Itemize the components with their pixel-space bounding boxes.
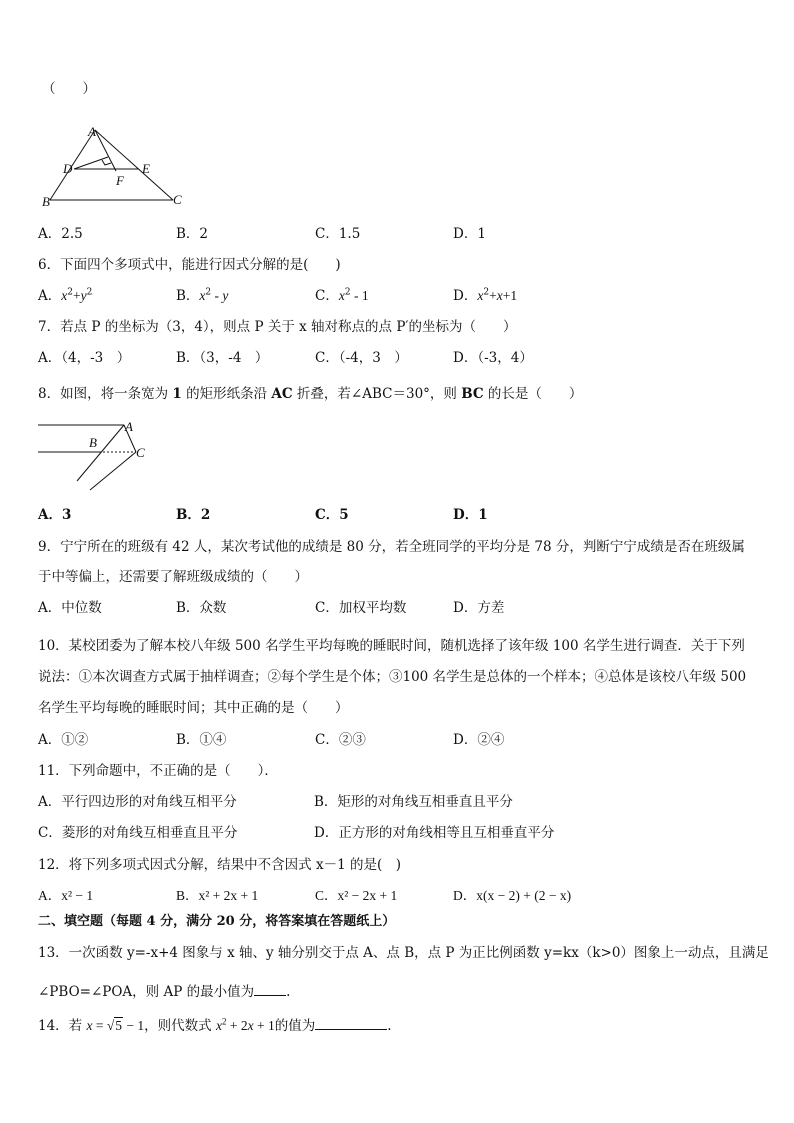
q6-option-c: C．$x^2 - 1$ (315, 287, 369, 304)
q11-stem: 11．下列命题中，不正确的是（ ）． (38, 763, 278, 779)
q13-line2: ∠PBO=∠POA，则 AP 的最小值为 . (38, 984, 291, 1000)
q10-option-d: D．②④ (453, 732, 505, 748)
q5-triangle-figure (38, 120, 188, 212)
q5-option-b: B．2 (176, 226, 209, 242)
q10-line2: 说法：①本次调查方式属于抽样调查；②每个学生是个体；③100 名学生是总体的一个样本；④总体是该校八年级 500 (38, 669, 747, 685)
q5-option-a: A．2.5 (38, 226, 83, 242)
q9-option-c: C．加权平均数 (315, 600, 407, 616)
q10-option-b: B．①④ (176, 732, 227, 748)
q14-stem: 14．若 x = √5 − 1，则代数式 $x^2 + 2x + 1$的值为 . (38, 1016, 392, 1034)
q8-label-c: C (136, 445, 145, 460)
q9-option-a: A．中位数 (38, 600, 102, 616)
q7-option-b: B．（3，-4 ） (176, 350, 269, 366)
q13-line1: 13．一次函数 y=-x+4 图象与 x 轴、y 轴分别交于点 A、点 B，点 P 为正比例函数 y=kx（k>0）图象上一动点，且满足 (38, 945, 769, 961)
q10-line3: 名学生平均每晚的睡眠时间；其中正确的是（ ） (38, 700, 349, 716)
q6-stem: 6．下面四个多项式中，能进行因式分解的是( ) (38, 257, 341, 273)
q5-answer-paren: （ ） (42, 81, 96, 97)
q5-option-c: C．1.5 (315, 226, 361, 242)
q9-option-d: D．方差 (453, 600, 505, 616)
q11-option-b: B．矩形的对角线互相垂直且平分 (314, 794, 513, 810)
q9-option-b: B．众数 (176, 600, 227, 616)
q6-option-b: B．$x^2$ - y (176, 287, 229, 304)
q11-option-d: D．正方形的对角线相等且互相垂直平分 (314, 825, 555, 841)
q7-stem: 7．若点 P 的坐标为（3，4），则点 P 关于 x 轴对称点的点 P′的坐标为（ ） (38, 319, 517, 335)
q7-option-d: D．（-3，4） (453, 350, 533, 366)
q9-line2: 于中等偏上，还需要了解班级成绩的（ ） (38, 569, 308, 585)
q8-label-b: B (89, 435, 97, 450)
q11-option-c: C．菱形的对角线互相垂直且平分 (38, 825, 238, 841)
q6-option-d: D．$x^2+x+1$ (453, 287, 518, 304)
q5-label-a: A (88, 124, 96, 139)
q8-option-b: B．2 (176, 507, 211, 523)
q5-option-d: D．1 (453, 226, 486, 242)
q7-option-c: C．（-4，3 ） (315, 350, 408, 366)
q12-option-d: D．x(x − 2) + (2 − x) (453, 888, 572, 903)
q5-label-d: D (63, 161, 73, 176)
q12-option-a: A．x² − 1 (38, 888, 94, 903)
q5-label-b: B (42, 194, 50, 209)
section-title-fill-in: 二、填空题（每题 4 分，满分 20 分，将答案填在答题纸上） (38, 914, 396, 929)
q10-option-c: C．②③ (315, 732, 366, 748)
q5-label-f: F (116, 173, 124, 188)
q8-option-a: A．3 (38, 507, 72, 523)
q12-option-c: C．x² − 2x + 1 (315, 888, 398, 903)
q6-option-a: A．$x^2+y^2$ (38, 287, 93, 304)
q12-stem: 12．将下列多项式因式分解，结果中不含因式 x－1 的是( ) (38, 857, 401, 873)
q8-option-d: D．1 (453, 507, 488, 523)
q12-option-b: B．x² + 2x + 1 (176, 888, 259, 903)
q10-option-a: A．①② (38, 732, 89, 748)
q7-option-a: A．（4，-3 ） (38, 350, 131, 366)
q13-answer-blank[interactable] (254, 982, 286, 996)
q11-option-a: A．平行四边形的对角线互相平分 (38, 794, 237, 810)
q8-stem: 8．如图，将一条宽为 1 的矩形纸条沿 AC 折叠，若∠ABC＝30°，则 BC 的长是（ ） (38, 386, 583, 402)
q5-label-c: C (173, 192, 182, 207)
q8-label-a: A (125, 419, 133, 434)
q14-answer-blank[interactable] (315, 1016, 387, 1030)
q9-line1: 9．宁宁所在的班级有 42 人，某次考试他的成绩是 80 分，若全班同学的平均分是 78 分，判断宁宁成绩是否在班级属 (38, 539, 745, 555)
q5-label-e: E (142, 161, 150, 176)
q8-option-c: C．5 (315, 507, 349, 523)
q10-line1: 10．某校团委为了解本校八年级 500 名学生平均每晚的睡眠时间，随机选择了该年级 100 名学生进行调查．关于下列 (38, 638, 745, 654)
